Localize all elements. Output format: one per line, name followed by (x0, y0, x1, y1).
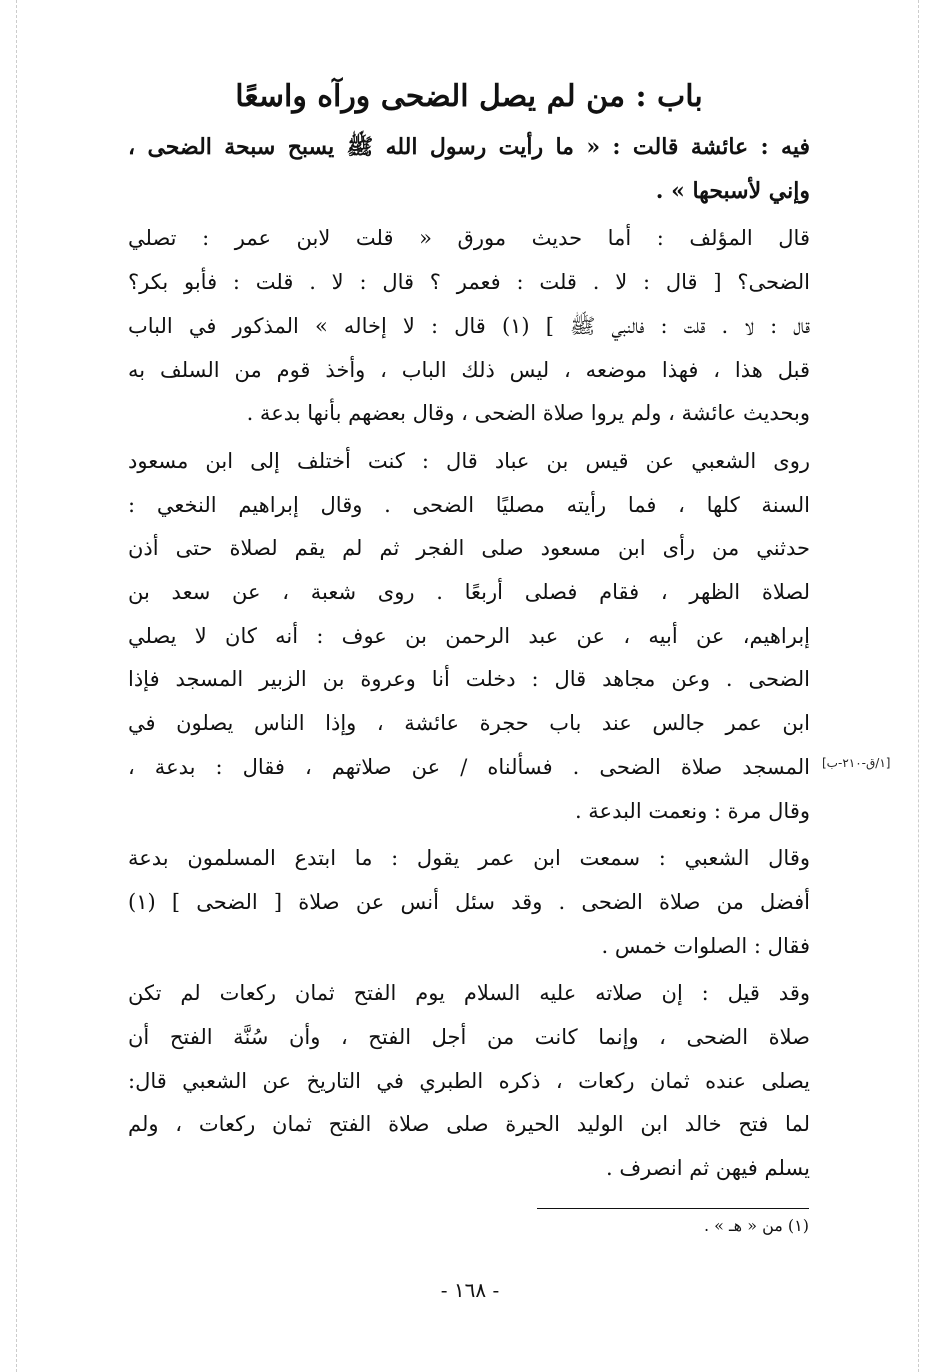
paragraph (128, 837, 810, 968)
paragraph (128, 972, 810, 1191)
text-line: وبحديث عائشة ، ولم يروا صلاة الضحى ، وقال بعضهم بأنها بدعة . (246, 401, 810, 426)
text-line: قال المؤلف : أما حديث مورق « قلت لابن عمر : تصلي (128, 226, 810, 251)
text-line: صلاة الضحى ، وإنما كانت من أجل الفتح ، وأن سُنَّة الفتح أن (128, 1025, 810, 1050)
paragraph (128, 126, 810, 213)
text-line: وقال الشعبي : سمعت ابن عمر يقول : ما ابتدع المسلمون بدعة (128, 846, 810, 871)
text-line: قال : لا . قلت : فالنبي ﷺ ] (١) قال : لا إخاله » المذكور في الباب (128, 313, 810, 338)
text-line: وقال مرة : ونعمت البدعة . (574, 798, 810, 823)
footnote: (١) من « هـ » . (703, 1216, 809, 1235)
text-line: لصلاة الظهر ، فقام فصلى أربعًا . روى شعبة ، عن سعد بن (128, 580, 810, 605)
text-line: يسلم فيهن ثم انصرف . (606, 1156, 810, 1181)
text-line: وإني لأسبحها » . (655, 177, 810, 204)
margin-note: [١/ق-٢١٠-ب] (822, 756, 891, 770)
paragraph (128, 217, 810, 436)
text-line: قبل هذا ، فهذا موضعه ، ليس ذلك الباب ، وأخذ قوم من السلف به (128, 357, 810, 382)
scan-edge-right (918, 0, 919, 1372)
text-line: إبراهيم، عن أبيه ، عن عبد الرحمن بن عوف : أنه كان لا يصلي (128, 623, 810, 648)
text-line: لما فتح خالد ابن الوليد الحيرة صلى صلاة الفتح ثمان ركعات ، ولم (128, 1112, 810, 1137)
text-line: فقال : الصلوات خمس . (601, 933, 810, 958)
main-text (128, 70, 810, 1195)
text-line: الضحى . وعن مجاهد قال : دخلت أنا وعروة بن الزبير المسجد فإذا (128, 667, 810, 692)
text-line: ابن عمر جالس عند باب حجرة عائشة ، وإذا الناس يصلون في (128, 711, 810, 736)
text-line: الضحى؟ [ قال : لا . قلت : فعمر ؟ قال : لا . قلت : فأبو بكر؟ (128, 270, 810, 295)
text-line: السنة كلها ، فما رأيته مصليًا الضحى . وقال إبراهيم النخعي : (128, 492, 810, 517)
footnote-divider (537, 1208, 809, 1209)
paragraph (128, 440, 810, 833)
text-line: المسجد صلاة الضحى . فسألناه / عن صلاتهم ، فقال : بدعة ، (128, 754, 810, 779)
page-number: - ١٦٨ - (440, 1278, 500, 1302)
text-line: روى الشعبي عن قيس بن عباد قال : كنت أختلف إلى ابن مسعود (128, 448, 810, 473)
text-line: وقد قيل : إن صلاته عليه السلام يوم الفتح ثمان ركعات لم تكن (128, 981, 810, 1006)
text-line: فيه : عائشة قالت : « ما رأيت رسول الله ﷺ يسبح سبحة الضحى ، (128, 134, 810, 160)
paragraphs (128, 126, 810, 1191)
scan-edge-left (16, 0, 17, 1372)
text-line: حدثني من رأى ابن مسعود صلى الفجر ثم لم يقم لصلاة حتى أذن (128, 536, 810, 561)
text-line: أفضل من صلاة الضحى . وقد سئل أنس عن صلاة [ الضحى ] (١) (128, 889, 810, 914)
chapter-title: باب : من لم يصل الضحى ورآه واسعًا (235, 79, 703, 114)
text-line: يصلى عنده ثمان ركعات ، ذكره الطبري في التاريخ عن الشعبي قال: (128, 1068, 810, 1093)
